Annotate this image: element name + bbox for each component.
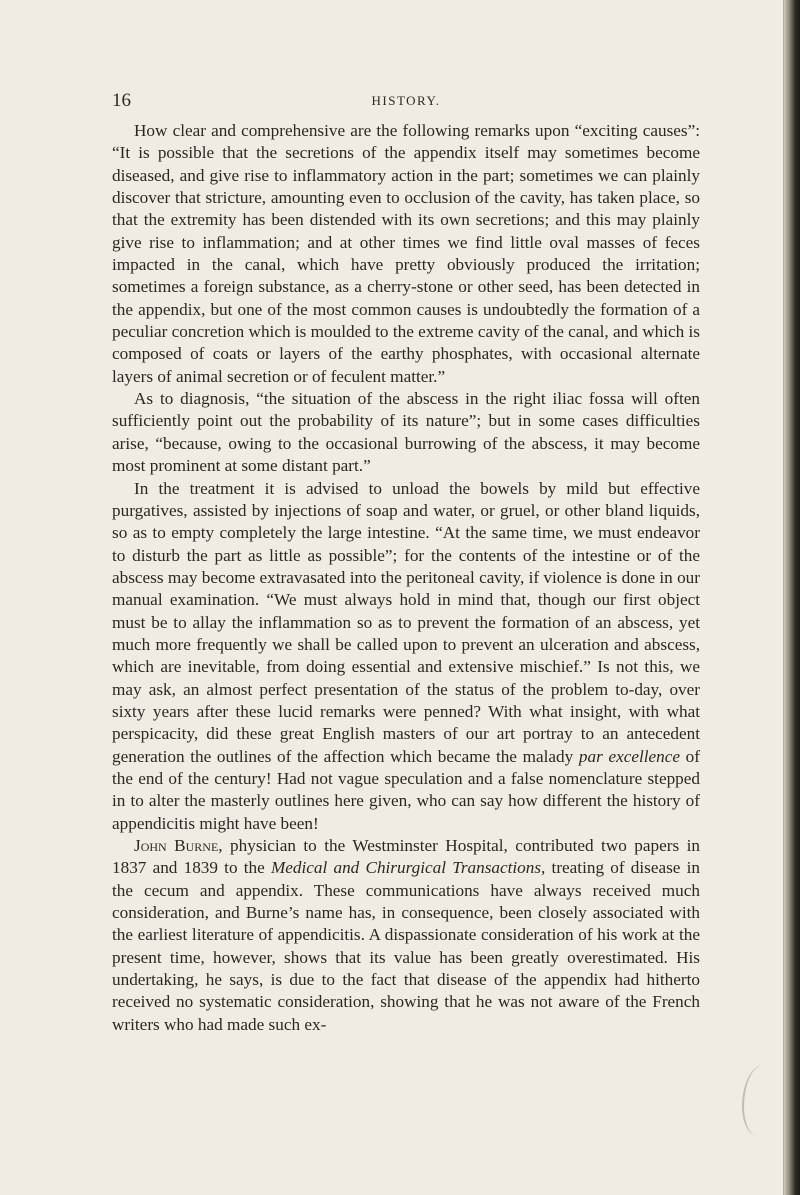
text-segment: How clear and comprehensive are the following remarks upon “exciting causes”: “It is possible that the secretions of the appendix itself may sometimes become diseased, and give rise to inflammatory action in the part; sometimes we can plainly discover that stricture, amounting even to occlusion of the cavity, has taken place, so that the extremity has been distended with its own secretions; and this may plainly give rise to inflammation; and at other times we find little oval masses of feces impacted in the canal, which have pretty obviously produced the irritation; sometimes a foreign substance, as a cherry-stone or other seed, has been detected in the appendix, but one of the most common causes is undoubtedly the formation of a peculiar concretion which is moulded to the extreme cavity of the canal, and which is composed of coats or layers of the earthy phosphates, with occasional alternate layers of animal secretion or of feculent matter.” [112,121,700,386]
italic-phrase: par excellence [578,746,680,766]
text-segment: In the treatment it is advised to unload the bowels by mild but effective purgatives, assisted by injections of soap and water, or gruel, or other bland liquids, so as to empty completely the large intestine. “At the same time, we must endeavor to disturb the part as little as possible”; for the contents of the intestine or of the abscess may become extravasated into the peritoneal cavity, if violence is done in our manual examination. “We must always hold in mind that, though our first object must be to allay the inflammation so as to prevent the formation of an abscess, yet much more frequently we shall be called upon to prevent an ulceration and abscess, which are inevitable, from doing essential and extensive mischief.” Is not this, we may ask, an almost perfect presentation of the status of the problem to-day, over sixty years after these lucid remarks were penned? With what insight, with what perspicacity, did these great English masters of our art portray to an antecedent generation the outlines of the affection which became the malady [112,478,700,766]
paragraph [112,835,700,1036]
journal-title: Medical and Chirurgical Transactions [270,858,542,878]
page-curl-mark [742,1065,778,1135]
page-number: 16 [112,90,131,111]
text-segment: , physician to the Westminster Hospital, contributed two papers in 1837 and 1839 to the [112,836,700,878]
paragraph [112,388,700,477]
paragraph [112,478,700,836]
running-head: HISTORY. [371,93,441,108]
text-segment: As to diagnosis, “the situation of the abscess in the right iliac fossa will often sufficiently point out the probability of its nature”; but in some cases difficulties arise, “because, owing to the occasional burrowing of the abscess, it may become most prominent at some distant part.” [112,389,700,476]
text-segment: , treating of disease in the cecum and appendix. These communications have always received much consideration, and Burne’s name has, in consequence, been closely associated with the earliest literature of appendicitis. A dispassionate consideration of his work at the present time, however, shows that its value has been greatly overestimated. His undertaking, he says, is due to the fact that disease of the appendix had hitherto received no systematic consideration, showing that he was not aware of the French writers who had made such ex- [112,858,700,1034]
body-text [112,120,700,1036]
text-segment: of the end of the century! Had not vague speculation and a false nomenclature stepped in to alter the masterly outlines here given, who can say how different the history of appendicitis might have been! [112,746,700,833]
page-header [112,90,700,112]
paragraph [112,120,700,388]
book-spine-edge [784,0,800,1195]
author-name: John Burne [134,836,219,855]
